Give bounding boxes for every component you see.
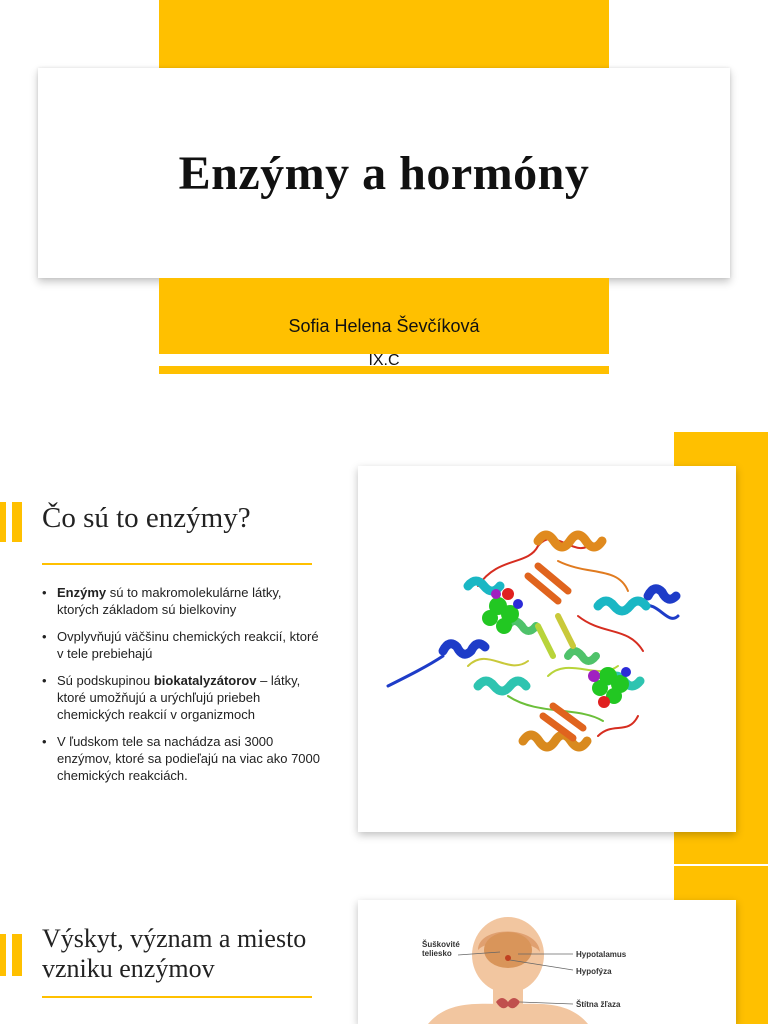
slide3-heading-accent-thick	[12, 934, 22, 976]
slide3-heading-accent-thin	[0, 934, 6, 976]
list-item	[42, 733, 322, 784]
bullet-text: V ľudskom tele sa nachádza asi 3000 enzýmov, ktoré sa podieľajú na viac ako 7000 chemických reakciách.	[57, 734, 320, 783]
bullet-text: Ovplyvňujú väčšinu chemických reakcií, ktoré v tele prebiehajú	[57, 629, 319, 661]
label-hypothalamus: Hypotalamus	[576, 950, 627, 959]
class-name: IX.C	[368, 352, 400, 369]
slide2-heading-accent-thin	[0, 502, 6, 542]
bullet-bold-term: Enzýmy	[57, 585, 107, 600]
list-item	[42, 672, 322, 723]
bullet-text: Sú podskupinou	[57, 673, 154, 688]
slide2-heading-accent-thick	[12, 502, 22, 542]
slide2-heading-rule	[42, 563, 312, 565]
bullet-text: sú to makromolekulárne látky, ktorých základom sú bielkoviny	[57, 585, 282, 617]
author-name: Sofia Helena Ševčíková	[288, 316, 480, 336]
label-pineal: Šuškovité teliesko	[422, 940, 460, 958]
bullet-text: – látky, ktoré umožňujú a urýchľujú priebeh chemických reakcií v organizmoch	[57, 673, 301, 722]
slide2-heading: Čo sú to enzýmy?	[42, 502, 251, 534]
title-card	[38, 68, 730, 278]
anatomy-image-card	[358, 900, 736, 1024]
presentation-title: Enzýmy a hormóny	[178, 146, 590, 200]
label-thyroid: Štítna žľaza	[576, 1000, 621, 1009]
slide3-heading-rule	[42, 996, 312, 998]
label-pituitary: Hypofýza	[576, 967, 612, 976]
list-item	[42, 584, 322, 618]
slide3-heading: Výskyt, význam a miesto vzniku enzýmov	[42, 924, 307, 983]
list-item	[42, 628, 322, 662]
protein-structure-image	[358, 466, 736, 832]
protein-image-card	[358, 466, 736, 832]
endocrine-anatomy-image	[358, 900, 736, 1024]
enzyme-facts-list	[42, 584, 322, 794]
title-top-accent-block	[159, 0, 609, 68]
bullet-bold-term: biokatalyzátorov	[153, 673, 257, 688]
